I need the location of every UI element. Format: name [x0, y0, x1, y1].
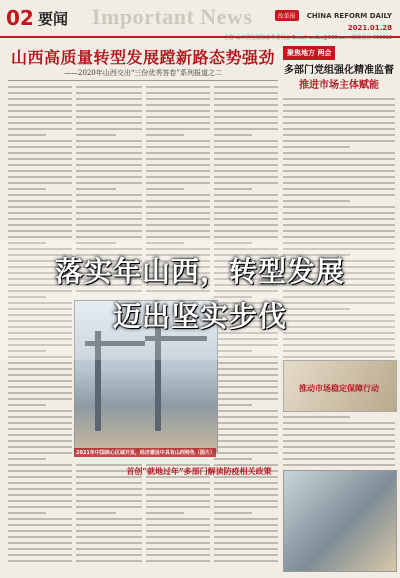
text-line — [214, 104, 278, 106]
text-line — [8, 92, 72, 94]
text-line — [146, 230, 210, 232]
text-line — [76, 500, 142, 502]
text-line — [8, 512, 46, 514]
lower-headline: 首创“就地过年”多部门解读防疫相关政策 — [126, 466, 272, 476]
text-line — [283, 218, 395, 220]
text-line — [76, 524, 142, 526]
text-line — [283, 98, 395, 100]
text-line — [214, 488, 278, 490]
text-line — [214, 410, 278, 412]
text-line — [146, 512, 184, 514]
text-line — [76, 218, 142, 220]
text-line — [146, 482, 210, 484]
text-line — [76, 110, 142, 112]
text-line — [76, 158, 142, 160]
text-line — [146, 176, 210, 178]
text-line — [76, 194, 142, 196]
text-line — [214, 416, 278, 418]
text-line — [146, 116, 210, 118]
text-line — [76, 512, 116, 514]
text-line — [146, 554, 210, 556]
text-line — [283, 434, 395, 436]
text-line — [8, 386, 72, 388]
text-line — [76, 164, 142, 166]
text-line — [214, 206, 278, 208]
text-line — [146, 194, 210, 196]
text-line — [8, 140, 72, 142]
text-line — [214, 236, 278, 238]
text-line — [283, 128, 395, 130]
text-line — [76, 542, 142, 544]
text-line — [283, 176, 395, 178]
text-line — [76, 92, 142, 94]
text-line — [8, 500, 72, 502]
text-line — [8, 182, 72, 184]
text-line — [283, 170, 395, 172]
text-line — [8, 398, 72, 400]
text-line — [146, 158, 210, 160]
text-line — [283, 158, 395, 160]
text-line — [8, 86, 72, 88]
text-line — [283, 146, 350, 148]
text-line — [214, 530, 278, 532]
text-line — [283, 200, 350, 202]
text-line — [146, 140, 210, 142]
text-line — [146, 104, 210, 106]
text-line — [146, 170, 210, 172]
sidebar-title-line1: 多部门党组强化精准监督 — [284, 65, 394, 76]
text-line — [8, 206, 72, 208]
text-line — [8, 128, 72, 130]
text-line — [76, 494, 142, 496]
text-line — [214, 536, 278, 538]
text-line — [8, 158, 72, 160]
page-number: 02 — [6, 6, 34, 30]
text-line — [8, 374, 72, 376]
text-line — [76, 140, 142, 142]
text-line — [8, 380, 72, 382]
text-line — [146, 542, 210, 544]
text-line — [146, 182, 210, 184]
text-line — [76, 152, 142, 154]
sidebar-middle-title: 推动市场稳定保障行动 — [299, 383, 379, 393]
text-line — [214, 548, 278, 550]
text-line — [283, 188, 395, 190]
text-line — [8, 554, 72, 556]
text-line — [214, 182, 278, 184]
text-line — [146, 86, 210, 88]
text-line — [76, 134, 116, 136]
text-line — [146, 500, 210, 502]
text-line — [283, 416, 350, 418]
text-line — [214, 374, 278, 376]
text-line — [8, 188, 46, 190]
text-line — [8, 542, 72, 544]
text-line — [76, 482, 142, 484]
text-line — [8, 368, 72, 370]
text-line — [214, 122, 278, 124]
text-line — [214, 128, 278, 130]
text-line — [146, 206, 210, 208]
text-line — [8, 134, 46, 136]
text-line — [8, 476, 72, 478]
text-line — [283, 422, 395, 424]
text-line — [283, 140, 395, 142]
text-line — [8, 416, 72, 418]
text-line — [214, 428, 278, 430]
text-line — [76, 128, 142, 130]
text-line — [76, 200, 142, 202]
text-line — [146, 224, 210, 226]
text-line — [214, 398, 278, 400]
text-line — [76, 188, 116, 190]
text-line — [146, 506, 210, 508]
text-line — [146, 152, 210, 154]
text-line — [283, 428, 395, 430]
text-line — [283, 152, 395, 154]
text-line — [214, 224, 278, 226]
section-title: 要闻 — [38, 10, 69, 28]
brand-name: CHINA REFORM DAILY — [306, 12, 392, 20]
text-line — [214, 140, 278, 142]
sidebar-tag: 聚焦地方 两会 — [283, 46, 335, 60]
text-line — [76, 212, 142, 214]
overlay-title-line2: 迈出坚实步伐 — [112, 300, 287, 333]
text-line — [283, 134, 395, 136]
text-line — [214, 188, 252, 190]
text-line — [146, 488, 210, 490]
text-line — [146, 200, 210, 202]
text-line — [76, 104, 142, 106]
text-line — [76, 548, 142, 550]
text-line — [214, 452, 278, 454]
text-line — [214, 542, 278, 544]
text-line — [214, 362, 278, 364]
text-line — [283, 164, 395, 166]
sidebar-title-line2: 推进市场主体赋能 — [299, 80, 379, 91]
text-line — [146, 530, 210, 532]
text-line — [146, 524, 210, 526]
section-ghost-title: Important News — [92, 4, 253, 29]
text-line — [76, 170, 142, 172]
text-line — [76, 236, 142, 238]
text-line — [214, 110, 278, 112]
lead-subhead: ——2020年山西交出“三份优秀答卷”系列报道之二 — [64, 69, 222, 77]
text-line — [146, 164, 210, 166]
text-line — [214, 176, 278, 178]
text-line — [214, 92, 278, 94]
text-line — [146, 218, 210, 220]
text-line — [214, 500, 278, 502]
text-line — [283, 194, 395, 196]
text-line — [283, 206, 395, 208]
text-line — [76, 560, 142, 562]
text-line — [8, 434, 72, 436]
text-line — [283, 458, 395, 460]
text-line — [214, 386, 278, 388]
text-line — [8, 428, 72, 430]
text-line — [146, 98, 210, 100]
overlay-title-line1: 落实年山西，转型发展 — [54, 255, 345, 288]
brand-block — [224, 3, 392, 41]
text-line — [8, 422, 72, 424]
photo-caption: 2021年中国核心区域开发，经济建设中具有山西特色（图片） — [76, 450, 215, 456]
text-line — [214, 194, 278, 196]
text-line — [146, 146, 210, 148]
text-line — [214, 554, 278, 556]
text-line — [214, 164, 278, 166]
text-line — [8, 200, 72, 202]
text-line — [214, 446, 278, 448]
text-line — [76, 86, 142, 88]
text-line — [8, 212, 72, 214]
text-line — [8, 458, 46, 460]
text-line — [214, 116, 278, 118]
text-line — [214, 212, 278, 214]
headline-rule — [8, 80, 278, 81]
text-line — [214, 146, 278, 148]
text-line — [8, 236, 72, 238]
text-line — [283, 104, 395, 106]
text-line — [214, 506, 278, 508]
text-line — [76, 206, 142, 208]
text-line — [146, 518, 210, 520]
text-line — [8, 98, 72, 100]
text-line — [76, 116, 142, 118]
text-line — [214, 518, 278, 520]
text-line — [214, 392, 278, 394]
text-line — [8, 194, 72, 196]
text-line — [146, 122, 210, 124]
text-line — [8, 506, 72, 508]
text-line — [214, 380, 278, 382]
text-line — [283, 224, 395, 226]
text-line — [8, 392, 72, 394]
text-line — [8, 170, 72, 172]
text-line — [214, 368, 278, 370]
text-line — [146, 236, 210, 238]
text-line — [8, 446, 72, 448]
text-line — [8, 404, 46, 406]
text-line — [283, 116, 395, 118]
text-line — [76, 224, 142, 226]
text-line — [8, 224, 72, 226]
text-line — [214, 440, 278, 442]
text-line — [8, 146, 72, 148]
text-line — [214, 524, 278, 526]
text-line — [76, 518, 142, 520]
text-line — [214, 98, 278, 100]
text-line — [76, 554, 142, 556]
text-line — [214, 434, 278, 436]
text-line — [8, 152, 72, 154]
text-line — [8, 560, 72, 562]
text-line — [146, 212, 210, 214]
text-line — [214, 482, 278, 484]
text-line — [76, 488, 142, 490]
text-line — [8, 230, 72, 232]
text-line — [214, 158, 278, 160]
text-line — [283, 440, 395, 442]
text-line — [76, 230, 142, 232]
text-line — [283, 446, 395, 448]
text-line — [76, 146, 142, 148]
text-line — [76, 122, 142, 124]
text-line — [8, 164, 72, 166]
text-line — [283, 110, 395, 112]
text-line — [214, 134, 252, 136]
text-line — [76, 98, 142, 100]
text-line — [146, 92, 210, 94]
text-line — [76, 536, 142, 538]
text-line — [283, 230, 395, 232]
text-line — [8, 110, 72, 112]
text-line — [214, 218, 278, 220]
text-line — [8, 176, 72, 178]
text-line — [76, 176, 142, 178]
text-line — [8, 494, 72, 496]
text-line — [146, 494, 210, 496]
text-line — [8, 410, 72, 412]
text-line — [214, 458, 252, 460]
text-line — [146, 548, 210, 550]
text-line — [8, 536, 72, 538]
text-line — [283, 212, 395, 214]
text-line — [8, 464, 72, 466]
text-line — [8, 488, 72, 490]
text-line — [8, 440, 72, 442]
text-line — [146, 128, 210, 130]
text-line — [146, 188, 184, 190]
text-line — [8, 530, 72, 532]
text-line — [146, 134, 184, 136]
text-line — [283, 464, 395, 466]
text-line — [214, 170, 278, 172]
text-line — [283, 452, 395, 454]
text-line — [8, 548, 72, 550]
text-line — [214, 422, 278, 424]
text-line — [8, 518, 72, 520]
text-line — [214, 494, 278, 496]
text-line — [8, 116, 72, 118]
text-line — [146, 560, 210, 562]
masthead — [0, 0, 400, 41]
text-line — [283, 236, 395, 238]
text-line — [283, 182, 395, 184]
text-line — [214, 560, 278, 562]
text-line — [146, 110, 210, 112]
text-line — [214, 86, 278, 88]
brand-badge: 改革报 — [275, 10, 299, 21]
text-line — [8, 470, 72, 472]
text-line — [8, 362, 72, 364]
text-line — [8, 452, 72, 454]
masthead-meta: 主管 山西省发展和改革委员会 Email: crdbs@163.com 邮政编码 030012 — [223, 35, 392, 41]
text-line — [8, 104, 72, 106]
text-line — [8, 218, 72, 220]
text-line — [214, 152, 278, 154]
sidebar-photo — [283, 470, 397, 572]
text-line — [8, 524, 72, 526]
issue-date: 2021.01.28 — [347, 24, 392, 32]
text-line — [214, 230, 278, 232]
text-line — [8, 122, 72, 124]
text-line — [76, 530, 142, 532]
lead-headline: 山西高质量转型发展蹚新路态势强劲 — [10, 48, 275, 67]
text-line — [76, 182, 142, 184]
text-line — [214, 512, 252, 514]
text-line — [214, 200, 278, 202]
text-line — [214, 404, 252, 406]
text-line — [8, 482, 72, 484]
text-line — [283, 122, 395, 124]
text-line — [146, 536, 210, 538]
text-line — [76, 506, 142, 508]
